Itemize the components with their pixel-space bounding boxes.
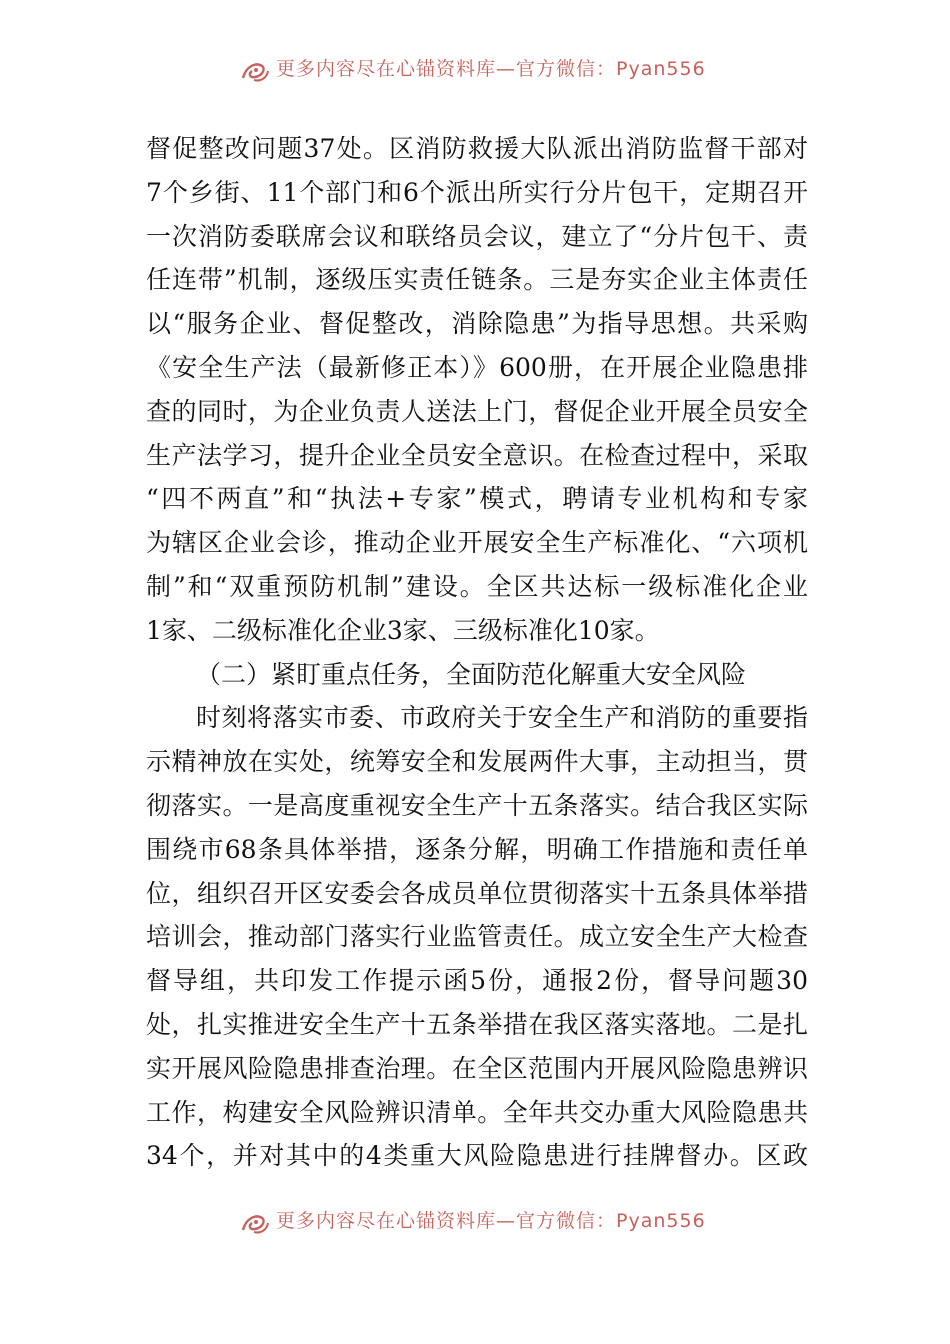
section-heading: （二）紧盯重点任务，全面防范化解重大安全风险 — [196, 659, 747, 689]
paragraph-line: 1家、二级标准化企业3家、三级标准化10家。 — [146, 615, 660, 645]
paragraph-line: 一次消防委联席会议和联络员会议，建立了“分片包干、责 — [146, 221, 808, 251]
watermark-text: 更多内容尽在心锚资料库—官方微信：Pyan556 — [276, 58, 706, 80]
paragraph-line: 督导组，共印发工作提示函5份，通报2份，督导问题30 — [146, 966, 808, 996]
paragraph-line: 为辖区企业会诊，推动企业开展安全生产标准化、“六项机 — [146, 528, 808, 558]
paragraph-line: 以“服务企业、督促整改，消除隐患”为指导思想。共采购 — [146, 309, 808, 339]
paragraph-line: 《安全生产法（最新修正本）》600册，在开展企业隐患排 — [146, 352, 808, 382]
paragraph-line: 工作，构建安全风险辨识清单。全年共交办重大风险隐患共 — [146, 1097, 808, 1127]
paragraph-line: 时刻将落实市委、市政府关于安全生产和消防的重要指 — [196, 703, 808, 733]
paragraph-line: 处，扎实推进安全生产十五条举措在我区落实落地。二是扎 — [146, 1009, 808, 1039]
paragraph-line: 位，组织召开区安委会各成员单位贯彻落实十五条具体举措 — [146, 878, 808, 908]
watermark-logo-icon — [240, 58, 270, 84]
paragraph-line: 彻落实。一是高度重视安全生产十五条落实。结合我区实际 — [146, 790, 808, 820]
paragraph-line: 督促整改问题37处。区消防救援大队派出消防监督干部对 — [146, 134, 808, 163]
header-watermark — [0, 54, 950, 84]
paragraph-line: 围绕市68条具体举措，逐条分解，明确工作措施和责任单 — [146, 834, 808, 864]
watermark-logo-icon — [240, 1210, 270, 1236]
document-body — [146, 127, 808, 1178]
paragraph-line: 查的同时，为企业负责人送法上门，督促企业开展全员安全 — [146, 396, 808, 426]
paragraph-line: 制”和“双重预防机制”建设。全区共达标一级标准化企业 — [146, 571, 808, 601]
paragraph-line: 34个，并对其中的4类重大风险隐患进行挂牌督办。区政 — [146, 1141, 808, 1171]
watermark-text: 更多内容尽在心锚资料库—官方微信：Pyan556 — [276, 1210, 706, 1232]
paragraph-line: 培训会，推动部门落实行业监管责任。成立安全生产大检查 — [146, 922, 808, 952]
paragraph-line: 实开展风险隐患排查治理。在全区范围内开展风险隐患辨识 — [146, 1053, 808, 1083]
paragraph-line: 7个乡街、11个部门和6个派出所实行分片包干，定期召开 — [146, 177, 808, 207]
paragraph-line: 示精神放在实处，统筹安全和发展两件大事，主动担当，贯 — [146, 747, 808, 777]
paragraph-line: 任连带”机制，逐级压实责任链条。三是夯实企业主体责任 — [146, 265, 808, 295]
paragraph-line: “四不两直”和“执法+专家”模式，聘请专业机构和专家 — [146, 484, 808, 514]
footer-watermark — [0, 1206, 950, 1236]
paragraph-line: 生产法学习，提升企业全员安全意识。在检查过程中，采取 — [146, 440, 808, 470]
